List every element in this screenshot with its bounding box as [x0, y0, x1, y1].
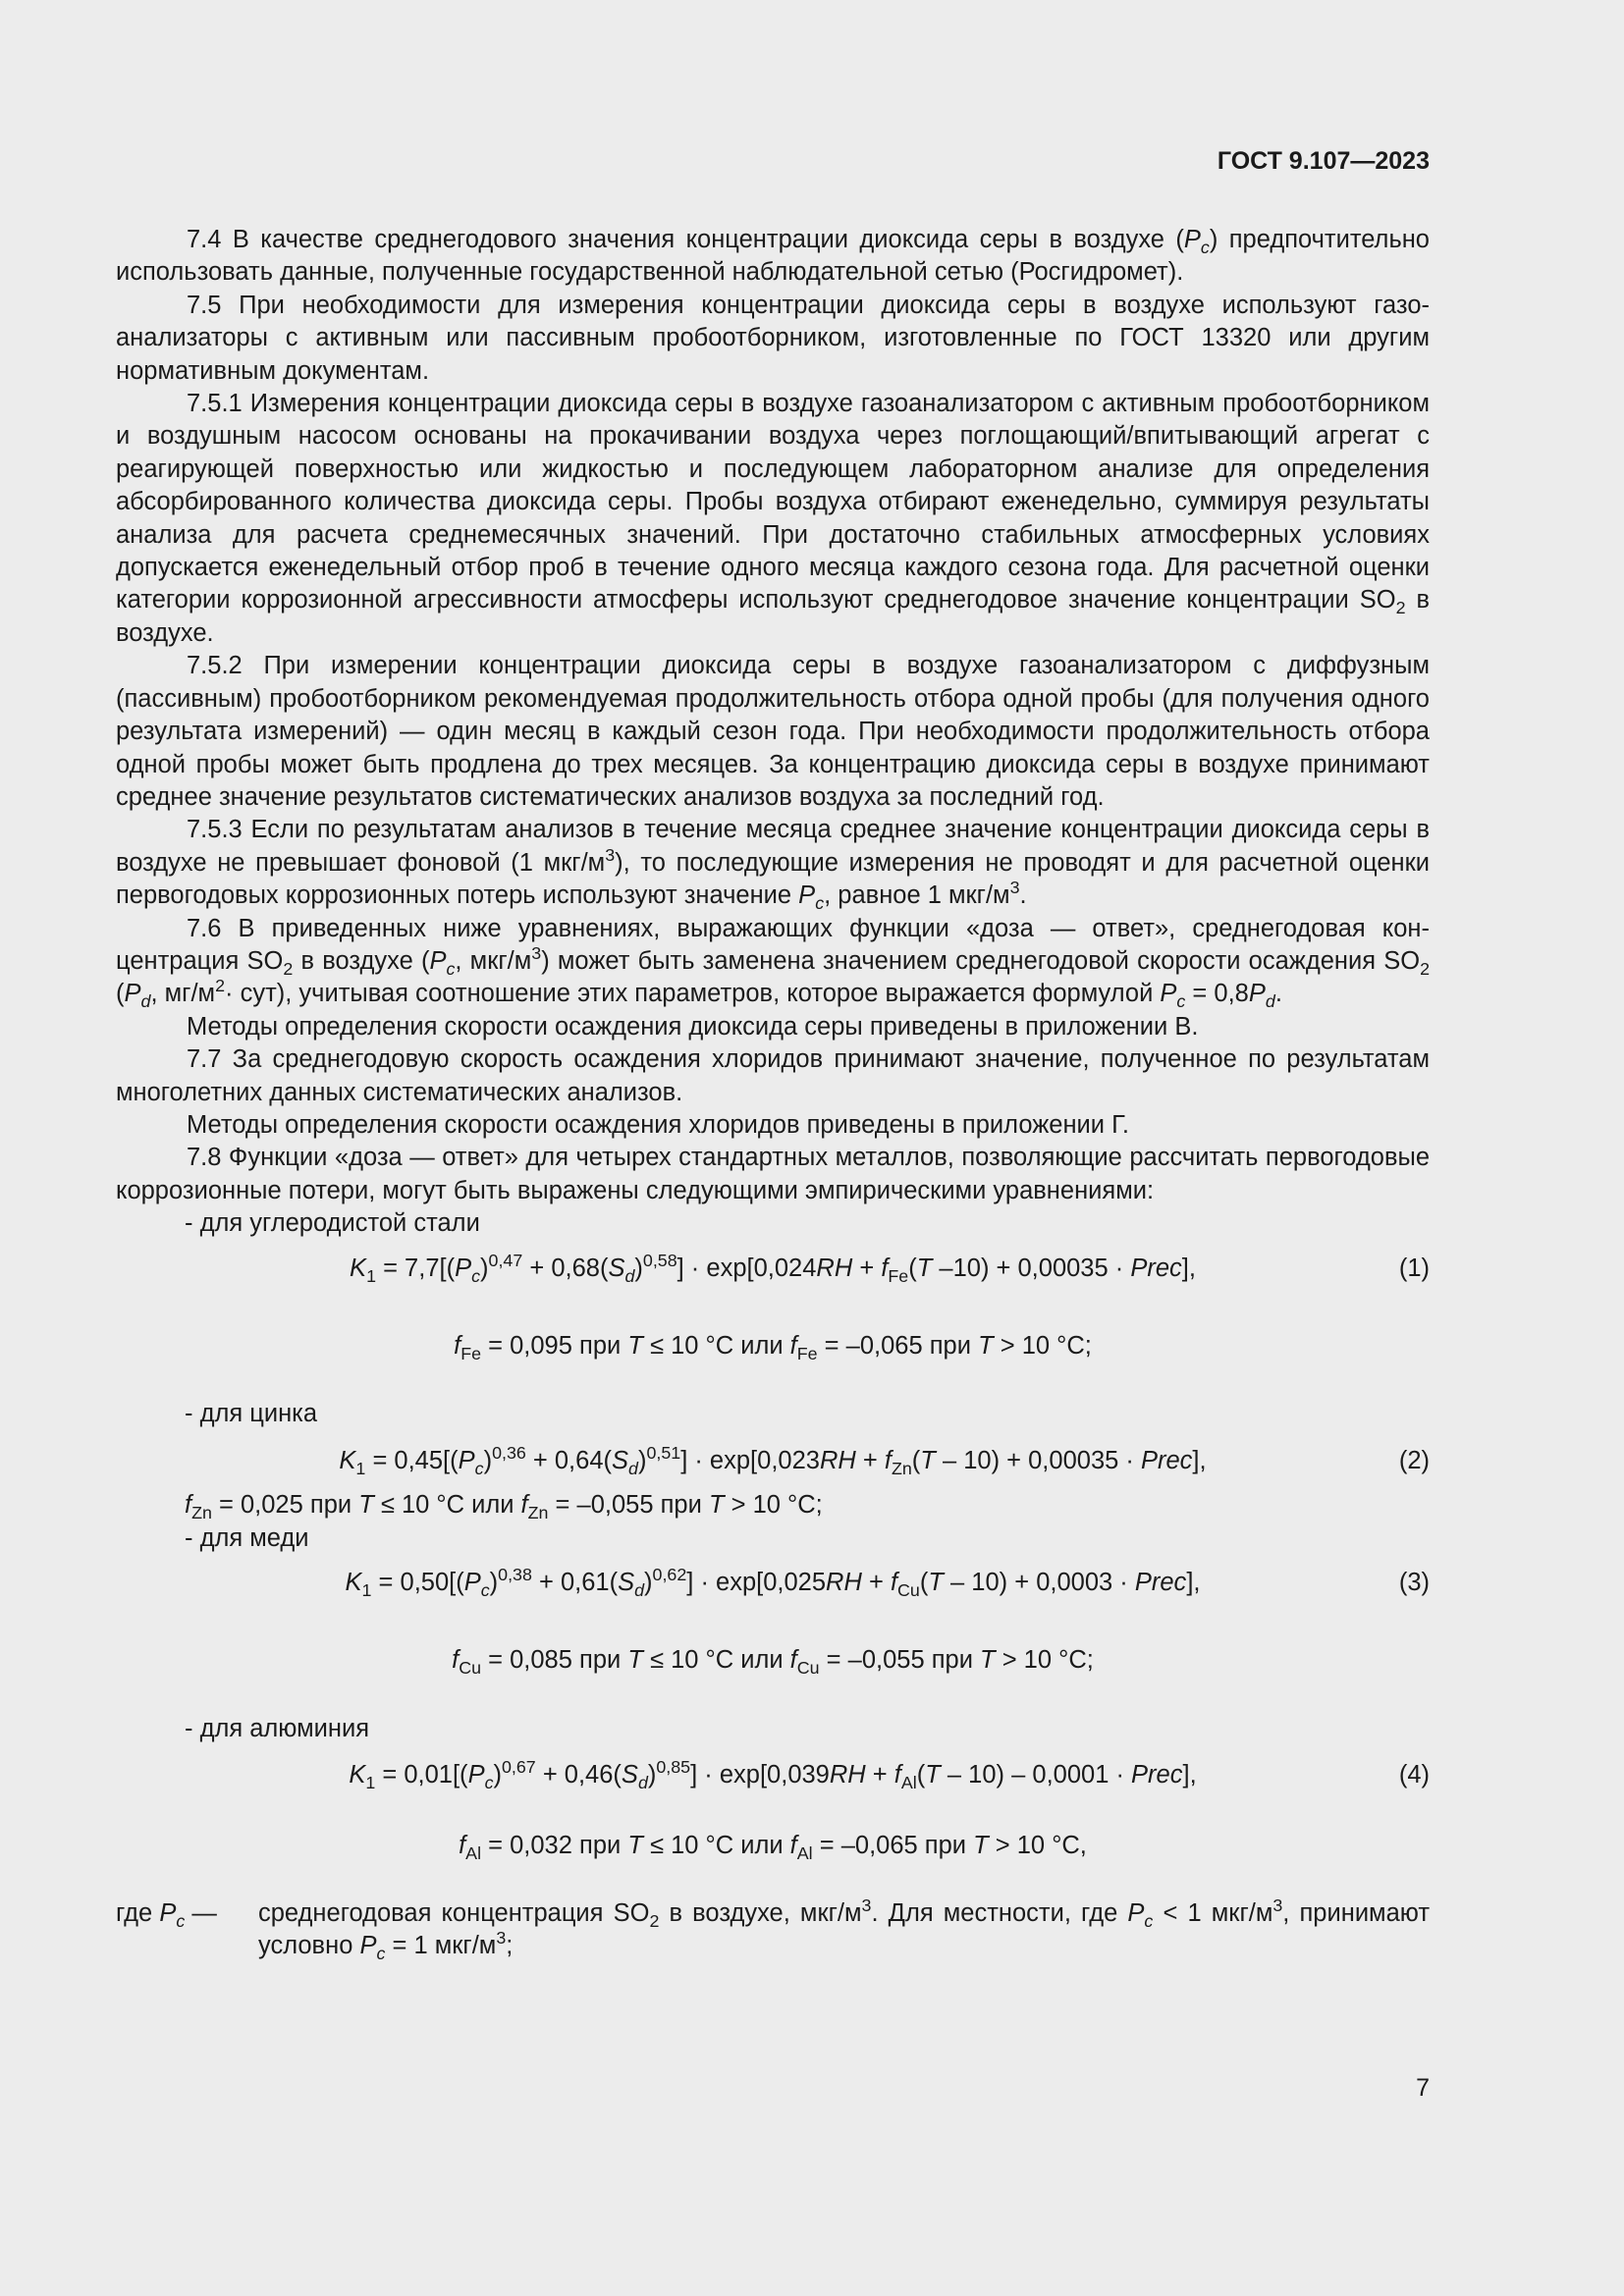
- copper-f-condition: $f_{Cu} = 0,085$ при T ≤ 10 °C или $f_{Cu} = -0,055$ при T > 10 °C;: [452, 1646, 1094, 1679]
- paragraph-7-5-3: 7.5.3 Если по результатам анализов в течение месяца среднее значение концентрации диоксида серы в воздухе не превышает фоновой (1 мкг/$м^3$), то последующие измерения не проводят и для расчетной оценки первогодовых коррозионных потерь используют значение $P_c$, равное 1 мкг/$м^3$.: [116, 816, 1430, 914]
- steel-f-condition: $f_{Fe} = 0,095$ при T ≤ 10 °C или $f_{Fe} = -0,065$ при T > 10 °C;: [454, 1332, 1092, 1364]
- standard-header: ГОСТ 9.107—2023: [1217, 147, 1430, 175]
- definition-pc: [116, 1897, 1430, 1963]
- equation-2: $K_1 = 0,45[(P_c)^{0,36} + 0,64(S_d)^{0,51}] \cdot \exp[0,023RH + f_{Zn}(T - 10) + 0,00035$ · Prec], (2): [339, 1443, 1430, 1479]
- equation-3: $K_1 = 0,50[(P_c)^{0,38} + 0,61(S_d)^{0,62}] \cdot \exp[0,025RH + f_{Cu}(T - 10) + 0,0003$ · Prec], (3): [345, 1565, 1430, 1601]
- equation-number-3: (3): [1398, 1569, 1430, 1597]
- paragraph-7-6: 7.6 В приведенных ниже уравнениях, выражающих функции «доза — ответ», среднегодовая концентрация $SO_2$ в воздухе ($P_c$, мкг/$м^3$) может быть заменена значением среднегодовой скорости осаждения $SO_2$ ($P_d$, $мг/м^2\cdot сут$), учитывая соотношение этих параметров, которое выражается формулой $P_c = 0,8P_d$.: [116, 914, 1431, 1012]
- paragraph-7-5-1: 7.5.1 Измерения концентрации диоксида серы в воздухе газоанализатором с активным пробоотборником и воздушным насосом основаны на прокачивании воздуха через поглощающий/впитывающий агрегат с реагирующей поверхностью или жидкостью и последующем лабораторном анализе для определения абсорбированного количества диоксида серы. Пробы воздуха отбирают еженедельно, суммируя результаты анализа для расчета среднемесячных значений. При достаточно стабильных атмосферных условиях допускается еженедельный отбор проб в течение одного месяца каждого сезона года. Для расчетной оценки категории коррозионной агрессивности атмосферы используют среднегодовое значение концентрации $SO_2$ в воздухе.: [116, 390, 1430, 647]
- equation-number-1: (1): [1398, 1254, 1430, 1282]
- paragraph-7-4: 7.4 В качестве среднегодового значения концентрации диоксида серы в воздухе $(P_c)$ предпочтительно использовать данные, полученные государственной наблюдательной сетью (Росгидромет).: [116, 226, 1430, 287]
- page-number: 7: [1416, 2074, 1430, 2102]
- document-body: [116, 224, 1430, 1963]
- aluminium-f-condition: $f_{Al} = 0,032$ при T ≤ 10 °C или $f_{Al} = -0,065$ при T > 10 °C,: [459, 1831, 1087, 1863]
- aluminium-label: - для алюминия: [185, 1714, 370, 1742]
- paragraph-chloride-methods: Методы определения скорости осаждения хлоридов приведены в приложении Г.: [187, 1110, 1129, 1139]
- paragraph-7-5: 7.5 При необходимости для измерения концентрации диоксида серы в воздухе используют газоанализаторы с активным или пассивным пробоотборником, изготовленные по ГОСТ 13320 или другим нормативным документам.: [116, 291, 1430, 385]
- copper-label: - для меди: [185, 1523, 309, 1552]
- paragraph-7-5-2: 7.5.2 При измерении концентрации диоксида серы в воздухе газоанализатором с диффузным (пассивным) пробоотборником рекомендуемая продолжительность отбора одной пробы (для получения одного результата измерений) — один месяц в каждый сезон года. При необходимости продолжительность отбора одной пробы может быть продлена до трех месяцев. За концентрацию диоксида серы в воздухе принимают среднее значение результатов систематических анализов воздуха за последний год.: [116, 652, 1430, 811]
- paragraph-7-7: 7.7 За среднегодовую скорость осаждения хлоридов принимают значение, полученное по результатам многолетних данных систематических анализов.: [116, 1045, 1430, 1106]
- steel-label: - для углеродистой стали: [185, 1209, 480, 1238]
- zinc-label: - для цинка: [185, 1400, 318, 1428]
- equation-4: $K_1 = 0,01[(P_c)^{0,67} + 0,46(S_d)^{0,85}] \cdot \exp[0,039RH + f_{Al}(T - 10) - 0,0001$ · Prec], (4): [349, 1757, 1430, 1793]
- paragraph-7-8: 7.8 Функции «доза — ответ» для четырех стандартных металлов, позволяющие рассчитать первогодовые коррозионные потери, могут быть выражены следующими эмпирическими уравнениями:: [116, 1144, 1430, 1204]
- zinc-f-condition: $f_{Zn} = 0,025$ при T ≤ 10 °C или $f_{Zn} = -0,055$ при T > 10 °C;: [185, 1491, 823, 1523]
- equation-1: $K_1 = 7,7[(P_c)^{0,47} + 0,68(S_d)^{0,58}] \cdot \exp[0,024RH + f_{Fe}(T$ –10) + 0,00035 · Prec], (1): [350, 1250, 1430, 1286]
- definition-text: среднегодовая концентрация $SO_2$ в воздухе, мкг/$м^3$. Для местности, где $P_c < 1$ мкг/$м^3$, принимают условно $P_c = 1$ мкг/$м^3$;: [258, 1896, 1431, 1964]
- equation-number-2: (2): [1398, 1446, 1430, 1474]
- equation-number-4: (4): [1398, 1761, 1430, 1789]
- paragraph-so2-methods: Методы определения скорости осаждения диоксида серы приведены в приложении В.: [187, 1012, 1199, 1041]
- definition-label: где $P_c$ —: [116, 1899, 217, 1932]
